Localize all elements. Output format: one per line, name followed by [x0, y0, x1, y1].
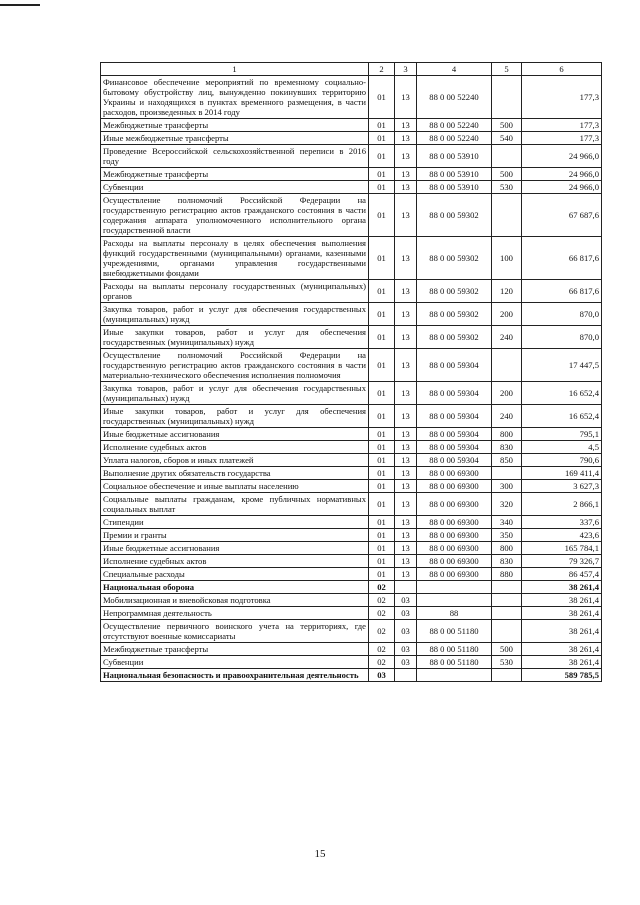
header-row: [101, 63, 602, 76]
row-name: Выполнение других обязательств государства: [101, 467, 369, 480]
row-expense-type: 200: [492, 382, 522, 405]
header-col-3: 3: [395, 63, 417, 76]
table-row: [101, 594, 602, 607]
row-target-article: 88 0 00 59302: [417, 303, 492, 326]
row-name: Социальное обеспечение и иные выплаты населению: [101, 480, 369, 493]
row-name: Проведение Всероссийской сельскохозяйственной переписи в 2016 году: [101, 145, 369, 168]
row-section: 01: [369, 542, 395, 555]
row-target-article: [417, 581, 492, 594]
row-section: 01: [369, 428, 395, 441]
row-subsection: 13: [395, 280, 417, 303]
row-name: Межбюджетные трансферты: [101, 643, 369, 656]
row-name: Исполнение судебных актов: [101, 555, 369, 568]
row-name: Осуществление первичного воинского учета на территориях, где отсутствуют военные комиссариаты: [101, 620, 369, 643]
row-expense-type: [492, 594, 522, 607]
row-subsection: 03: [395, 643, 417, 656]
header-col-6: 6: [522, 63, 602, 76]
row-section: 01: [369, 280, 395, 303]
table-row: [101, 132, 602, 145]
row-target-article: 88 0 00 69300: [417, 493, 492, 516]
row-target-article: 88 0 00 53910: [417, 181, 492, 194]
row-name: Стипендии: [101, 516, 369, 529]
row-name: Премии и гранты: [101, 529, 369, 542]
row-subsection: 13: [395, 454, 417, 467]
row-name: Межбюджетные трансферты: [101, 168, 369, 181]
row-expense-type: 320: [492, 493, 522, 516]
row-target-article: 88 0 00 59304: [417, 428, 492, 441]
table-body: [101, 76, 602, 682]
row-name: Субвенции: [101, 181, 369, 194]
row-target-article: 88 0 00 52240: [417, 76, 492, 119]
table-row: [101, 237, 602, 280]
header-col-4: 4: [417, 63, 492, 76]
row-expense-type: 800: [492, 428, 522, 441]
row-target-article: 88 0 00 59304: [417, 382, 492, 405]
row-amount: 38 261,4: [522, 607, 602, 620]
row-expense-type: [492, 669, 522, 682]
table-row: [101, 669, 602, 682]
row-subsection: 13: [395, 168, 417, 181]
row-name: Субвенции: [101, 656, 369, 669]
row-target-article: 88 0 00 59304: [417, 441, 492, 454]
row-subsection: 13: [395, 441, 417, 454]
row-target-article: 88 0 00 69300: [417, 467, 492, 480]
table-row: [101, 382, 602, 405]
row-expense-type: 850: [492, 454, 522, 467]
row-subsection: 13: [395, 132, 417, 145]
row-amount: 16 652,4: [522, 382, 602, 405]
row-target-article: 88 0 00 59304: [417, 349, 492, 382]
row-target-article: 88 0 00 51180: [417, 643, 492, 656]
row-subsection: 13: [395, 467, 417, 480]
row-subsection: 13: [395, 303, 417, 326]
row-target-article: 88 0 00 59302: [417, 237, 492, 280]
row-amount: 169 411,4: [522, 467, 602, 480]
row-name: Расходы на выплаты персоналу в целях обеспечения выполнения функций государственными (муниципальными) органами, казенными учреждениями, органами управления государственными внебюджетными фондами: [101, 237, 369, 280]
corner-mark: [0, 4, 40, 6]
table-row: [101, 568, 602, 581]
table-row: [101, 581, 602, 594]
row-subsection: 13: [395, 181, 417, 194]
row-target-article: [417, 594, 492, 607]
table-row: [101, 516, 602, 529]
row-amount: 16 652,4: [522, 405, 602, 428]
row-amount: 870,0: [522, 303, 602, 326]
row-expense-type: [492, 607, 522, 620]
row-name: Иные межбюджетные трансферты: [101, 132, 369, 145]
row-section: 03: [369, 669, 395, 682]
table-row: [101, 467, 602, 480]
row-subsection: 13: [395, 237, 417, 280]
table-row: [101, 168, 602, 181]
row-subsection: 13: [395, 145, 417, 168]
row-amount: 795,1: [522, 428, 602, 441]
header-col-5: 5: [492, 63, 522, 76]
row-expense-type: 500: [492, 119, 522, 132]
row-amount: 67 687,6: [522, 194, 602, 237]
row-name: Осуществление полномочий Российской Федерации на государственную регистрацию актов гражданского состояния в части содержания аппарата уполномоченного исполнительного органа государственной власти: [101, 194, 369, 237]
row-amount: 177,3: [522, 132, 602, 145]
row-name: Межбюджетные трансферты: [101, 119, 369, 132]
row-amount: 38 261,4: [522, 581, 602, 594]
row-amount: 2 866,1: [522, 493, 602, 516]
row-target-article: 88 0 00 69300: [417, 516, 492, 529]
row-subsection: 13: [395, 493, 417, 516]
row-amount: 38 261,4: [522, 620, 602, 643]
row-expense-type: 240: [492, 326, 522, 349]
row-name: Финансовое обеспечение мероприятий по временному социально-бытовому обустройству лиц, вынужденно покинувших территорию Украины и находящихся в пунктах временного размещения, в части расходов, произведенных в 2014 году: [101, 76, 369, 119]
row-expense-type: 800: [492, 542, 522, 555]
row-target-article: 88 0 00 69300: [417, 542, 492, 555]
table-row: [101, 119, 602, 132]
row-name: Иные бюджетные ассигнования: [101, 428, 369, 441]
row-section: 01: [369, 555, 395, 568]
row-subsection: [395, 669, 417, 682]
row-subsection: 13: [395, 529, 417, 542]
row-subsection: 03: [395, 656, 417, 669]
row-section: 01: [369, 405, 395, 428]
page-number: 15: [314, 848, 326, 860]
row-expense-type: 340: [492, 516, 522, 529]
row-section: 02: [369, 620, 395, 643]
row-amount: 3 627,3: [522, 480, 602, 493]
row-section: 01: [369, 493, 395, 516]
row-target-article: 88 0 00 59302: [417, 194, 492, 237]
row-amount: 337,6: [522, 516, 602, 529]
row-name: Социальные выплаты гражданам, кроме публичных нормативных социальных выплат: [101, 493, 369, 516]
row-section: 01: [369, 181, 395, 194]
table-row: [101, 620, 602, 643]
row-name: Осуществление полномочий Российской Федерации на государственную регистрацию актов гражданского состояния в части материально-технического обеспечения исполнения полномочия: [101, 349, 369, 382]
row-amount: 66 817,6: [522, 237, 602, 280]
row-section: 01: [369, 529, 395, 542]
row-target-article: 88: [417, 607, 492, 620]
row-expense-type: [492, 620, 522, 643]
header-col-2: 2: [369, 63, 395, 76]
table-row: [101, 529, 602, 542]
table-row: [101, 280, 602, 303]
row-expense-type: 300: [492, 480, 522, 493]
table-row: [101, 454, 602, 467]
row-amount: 38 261,4: [522, 594, 602, 607]
row-target-article: 88 0 00 69300: [417, 529, 492, 542]
row-target-article: 88 0 00 59304: [417, 454, 492, 467]
row-subsection: 13: [395, 76, 417, 119]
row-expense-type: 200: [492, 303, 522, 326]
row-expense-type: 540: [492, 132, 522, 145]
row-amount: 24 966,0: [522, 181, 602, 194]
row-subsection: 03: [395, 620, 417, 643]
row-name: Иные закупки товаров, работ и услуг для обеспечения государственных (муниципальных) нужд: [101, 326, 369, 349]
row-expense-type: [492, 349, 522, 382]
row-subsection: 13: [395, 119, 417, 132]
row-subsection: 13: [395, 428, 417, 441]
row-subsection: 13: [395, 405, 417, 428]
row-section: 01: [369, 326, 395, 349]
row-amount: 66 817,6: [522, 280, 602, 303]
row-section: 01: [369, 168, 395, 181]
row-section: 01: [369, 441, 395, 454]
row-subsection: 13: [395, 349, 417, 382]
row-target-article: 88 0 00 53910: [417, 145, 492, 168]
table-row: [101, 607, 602, 620]
table-row: [101, 405, 602, 428]
row-amount: 589 785,5: [522, 669, 602, 682]
row-target-article: [417, 669, 492, 682]
row-expense-type: 500: [492, 643, 522, 656]
table-row: [101, 643, 602, 656]
row-section: 02: [369, 594, 395, 607]
table-row: [101, 349, 602, 382]
header-col-1: 1: [101, 63, 369, 76]
row-expense-type: 530: [492, 656, 522, 669]
row-amount: 177,3: [522, 119, 602, 132]
row-name: Иные бюджетные ассигнования: [101, 542, 369, 555]
row-expense-type: 880: [492, 568, 522, 581]
row-section: 01: [369, 119, 395, 132]
row-target-article: 88 0 00 59302: [417, 326, 492, 349]
row-amount: 165 784,1: [522, 542, 602, 555]
table-row: [101, 303, 602, 326]
row-section: 02: [369, 607, 395, 620]
row-expense-type: 830: [492, 441, 522, 454]
table-row: [101, 194, 602, 237]
row-section: 01: [369, 237, 395, 280]
budget-table: [100, 62, 602, 682]
row-expense-type: 500: [492, 168, 522, 181]
row-section: 01: [369, 516, 395, 529]
row-amount: 38 261,4: [522, 656, 602, 669]
row-expense-type: [492, 194, 522, 237]
table-row: [101, 326, 602, 349]
row-name: Закупка товаров, работ и услуг для обеспечения государственных (муниципальных) нужд: [101, 303, 369, 326]
row-section: 01: [369, 467, 395, 480]
row-expense-type: 100: [492, 237, 522, 280]
row-subsection: 13: [395, 326, 417, 349]
row-subsection: 13: [395, 555, 417, 568]
row-subsection: 03: [395, 607, 417, 620]
table-row: [101, 555, 602, 568]
row-amount: 177,3: [522, 76, 602, 119]
row-section: 01: [369, 76, 395, 119]
row-target-article: 88 0 00 53910: [417, 168, 492, 181]
row-amount: 423,6: [522, 529, 602, 542]
row-expense-type: [492, 467, 522, 480]
row-section: 02: [369, 656, 395, 669]
row-expense-type: [492, 581, 522, 594]
row-amount: 38 261,4: [522, 643, 602, 656]
row-expense-type: 120: [492, 280, 522, 303]
row-expense-type: 240: [492, 405, 522, 428]
row-target-article: 88 0 00 69300: [417, 480, 492, 493]
row-expense-type: 530: [492, 181, 522, 194]
row-subsection: 13: [395, 194, 417, 237]
row-subsection: 13: [395, 480, 417, 493]
row-section: 01: [369, 568, 395, 581]
table-row: [101, 76, 602, 119]
row-target-article: 88 0 00 59304: [417, 405, 492, 428]
table-row: [101, 656, 602, 669]
row-section: 01: [369, 382, 395, 405]
row-section: 01: [369, 480, 395, 493]
row-expense-type: 830: [492, 555, 522, 568]
row-name: Исполнение судебных актов: [101, 441, 369, 454]
row-expense-type: [492, 145, 522, 168]
row-subsection: 03: [395, 594, 417, 607]
row-section: 02: [369, 581, 395, 594]
row-target-article: 88 0 00 69300: [417, 568, 492, 581]
row-section: 01: [369, 454, 395, 467]
row-section: 01: [369, 303, 395, 326]
row-amount: 24 966,0: [522, 168, 602, 181]
row-name: Закупка товаров, работ и услуг для обеспечения государственных (муниципальных) нужд: [101, 382, 369, 405]
row-target-article: 88 0 00 59302: [417, 280, 492, 303]
row-name: Национальная безопасность и правоохранительная деятельность: [101, 669, 369, 682]
row-section: 01: [369, 194, 395, 237]
table-row: [101, 493, 602, 516]
row-target-article: 88 0 00 69300: [417, 555, 492, 568]
table-row: [101, 145, 602, 168]
row-amount: 870,0: [522, 326, 602, 349]
row-section: 01: [369, 132, 395, 145]
row-name: Расходы на выплаты персоналу государственных (муниципальных) органов: [101, 280, 369, 303]
row-expense-type: [492, 76, 522, 119]
table-row: [101, 441, 602, 454]
row-section: 01: [369, 145, 395, 168]
row-subsection: 13: [395, 516, 417, 529]
table-row: [101, 181, 602, 194]
row-amount: 790,6: [522, 454, 602, 467]
row-subsection: 13: [395, 568, 417, 581]
row-name: Мобилизационная и вневойсковая подготовка: [101, 594, 369, 607]
row-target-article: 88 0 00 52240: [417, 119, 492, 132]
row-subsection: 13: [395, 542, 417, 555]
row-amount: 86 457,4: [522, 568, 602, 581]
row-section: 01: [369, 349, 395, 382]
row-name: Иные закупки товаров, работ и услуг для обеспечения государственных (муниципальных) нужд: [101, 405, 369, 428]
row-subsection: [395, 581, 417, 594]
row-name: Национальная оборона: [101, 581, 369, 594]
row-name: Уплата налогов, сборов и иных платежей: [101, 454, 369, 467]
table-row: [101, 480, 602, 493]
table-row: [101, 428, 602, 441]
row-subsection: 13: [395, 382, 417, 405]
row-target-article: 88 0 00 51180: [417, 656, 492, 669]
row-amount: 17 447,5: [522, 349, 602, 382]
row-section: 02: [369, 643, 395, 656]
row-target-article: 88 0 00 52240: [417, 132, 492, 145]
row-amount: 79 326,7: [522, 555, 602, 568]
row-target-article: 88 0 00 51180: [417, 620, 492, 643]
row-expense-type: 350: [492, 529, 522, 542]
row-name: Специальные расходы: [101, 568, 369, 581]
table-row: [101, 542, 602, 555]
row-amount: 4,5: [522, 441, 602, 454]
row-name: Непрограммная деятельность: [101, 607, 369, 620]
row-amount: 24 966,0: [522, 145, 602, 168]
